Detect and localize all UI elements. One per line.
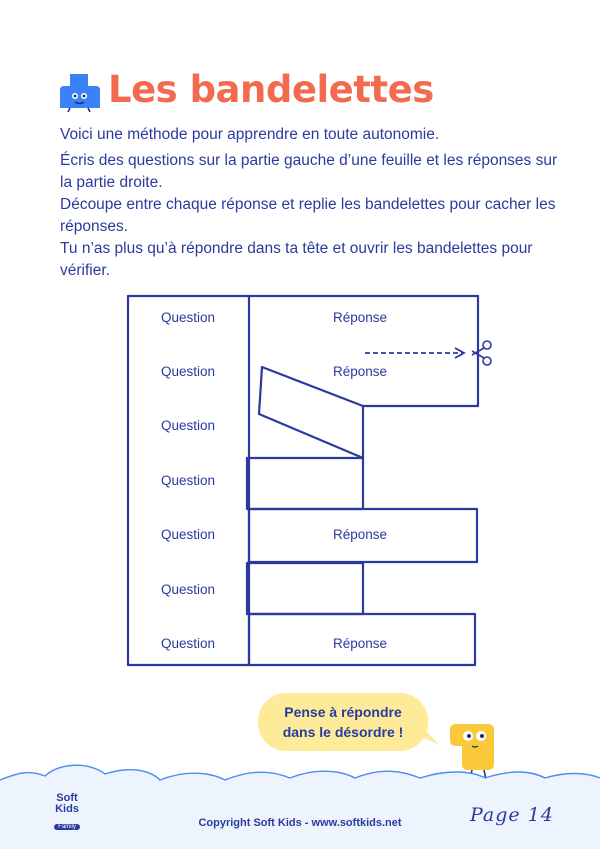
question-label: Question — [160, 582, 216, 597]
question-label: Question — [160, 527, 216, 542]
tip-line: Pense à répondre — [284, 704, 402, 720]
question-label: Question — [160, 636, 216, 651]
answer-label: Réponse — [332, 364, 388, 379]
question-label: Question — [160, 364, 216, 379]
brand-line: Soft — [56, 792, 78, 804]
intro-line: Découpe entre chaque réponse et replie les bandelettes pour cacher les réponses. — [60, 196, 556, 235]
answer-label: Réponse — [332, 527, 388, 542]
cloud-footer — [0, 740, 600, 849]
folded-strip — [247, 458, 363, 509]
intro-line: Tu n’as plus qu’à répondre dans ta tête et ouvrir les bandelettes pour vérifier. — [60, 240, 533, 279]
page-number: Page 14 — [470, 804, 554, 826]
scissors-icon — [472, 341, 491, 365]
question-label: Question — [160, 473, 216, 488]
answer-label: Réponse — [332, 636, 388, 651]
tip-line: dans le désordre ! — [282, 724, 404, 740]
question-label: Question — [160, 418, 216, 433]
question-label: Question — [160, 310, 216, 325]
answer-label: Réponse — [332, 310, 388, 325]
intro-lead: Voici une méthode pour apprendre en toute autonomie. — [60, 126, 440, 143]
folded-strip — [247, 563, 363, 614]
folded-strip — [259, 367, 363, 458]
copyright-text: Copyright Soft Kids - www.softkids.net — [198, 817, 402, 829]
intro-line: Écris des questions sur la partie gauche d’une feuille et les réponses sur la partie droite. — [60, 152, 558, 191]
brand-line: Family — [54, 824, 80, 830]
brand-logo — [45, 793, 89, 833]
brand-line: Kids — [55, 803, 79, 815]
page-title: Les bandelettes — [108, 68, 434, 111]
